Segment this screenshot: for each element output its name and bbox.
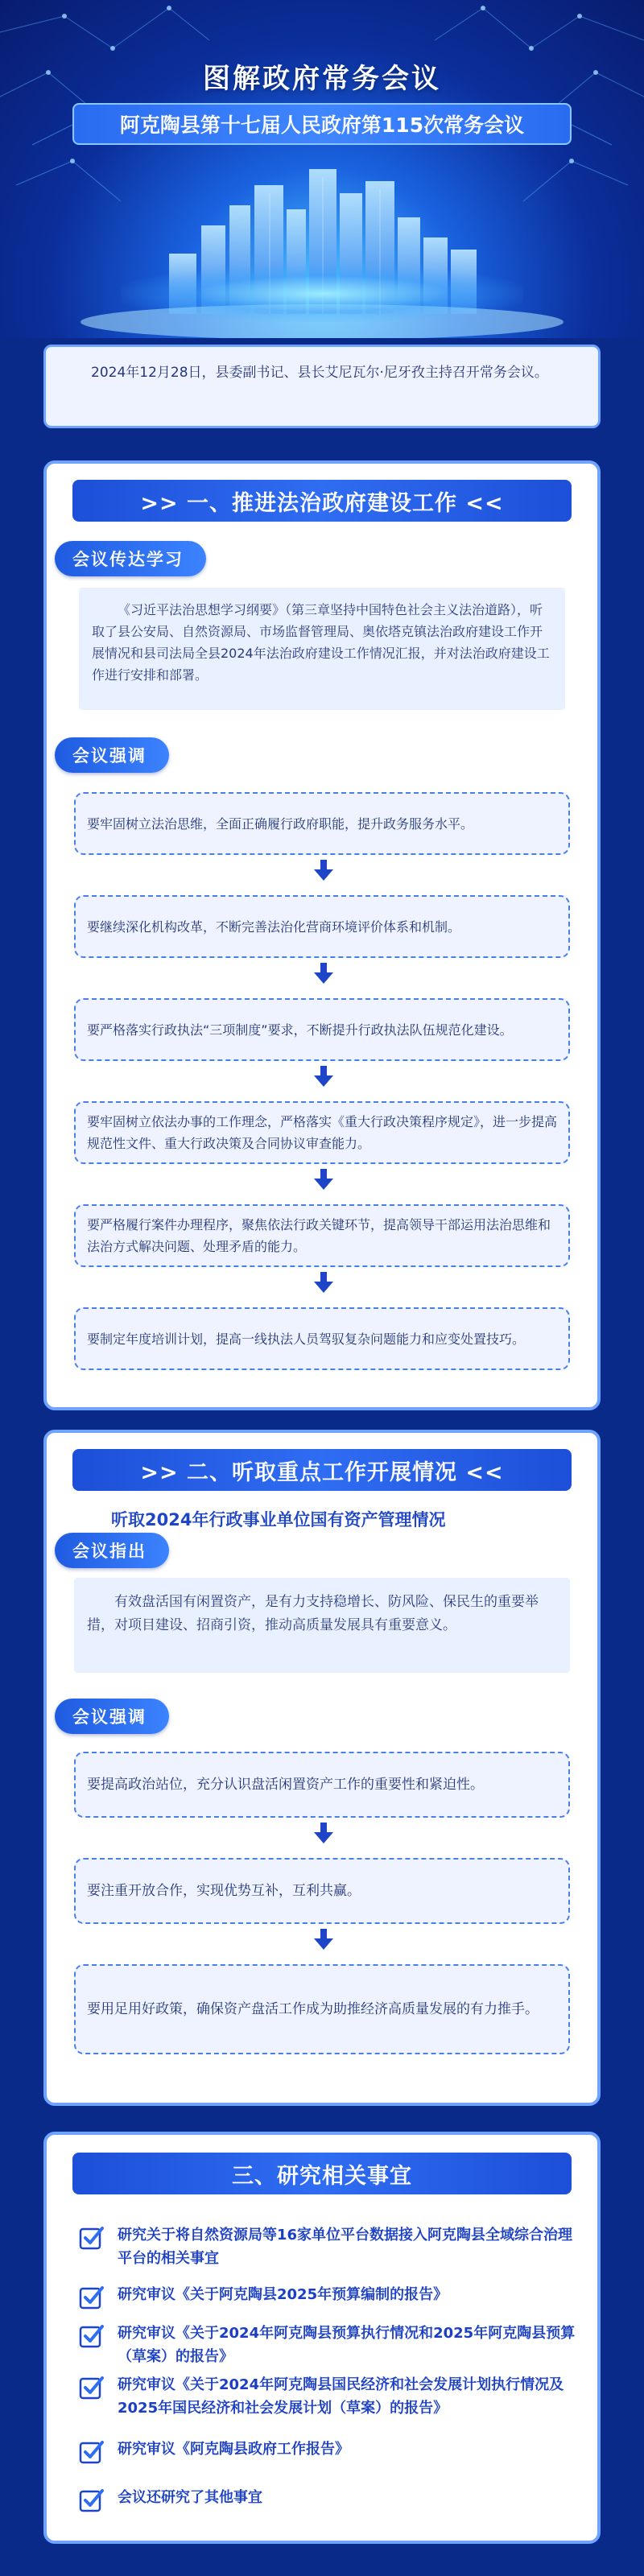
checkbox-icon: [79, 2487, 105, 2513]
list-item: 要用足用好政策，确保资产盘活工作成为助推经济高质量发展的有力推手。: [74, 1964, 570, 2054]
arrow-down-icon: [320, 1169, 327, 1179]
list-item: [79, 2223, 578, 2270]
section-3-panel: [43, 2132, 601, 2544]
list-item: 要继续深化机构改革，不断完善法治化营商环境评价体系和机制。: [74, 895, 570, 958]
arrow-down-icon: [320, 963, 327, 972]
list-item: [79, 2486, 578, 2513]
arrow-down-icon: [320, 860, 327, 869]
list-item: 要严格履行案件办理程序，聚焦依法行政关键环节，提高领导干部运用法治思维和法治方式解决问题、处理矛盾的能力。: [74, 1204, 570, 1267]
page-title: 图解政府常务会议: [203, 63, 441, 95]
list-item: [79, 2373, 578, 2420]
arrow-down-icon: [314, 1075, 333, 1087]
list-item: 要严格落实行政执法“三项制度”要求，不断提升行政执法队伍规范化建设。: [74, 998, 570, 1061]
list-item: [79, 2322, 578, 2368]
arrow-down-icon: [314, 869, 333, 881]
item-text: 研究审议《关于2024年阿克陶县国民经济和社会发展计划执行情况及2025年国民经济和社会发展计划（草案）的报告》: [118, 2376, 564, 2417]
item-text: 研究关于将自然资源局等16家单位平台数据接入阿克陶县全域综合治理平台的相关事宜: [118, 2227, 573, 2267]
point-text: 有效盘活国有闲置资产，是有力支持稳增长、防风险、保民生的重要举措，对项目建设、招商引资，推动高质量发展具有重要意义。: [74, 1578, 570, 1673]
item-text: 会议还研究了其他事宜: [118, 2489, 262, 2506]
checkbox-icon: [79, 2439, 105, 2465]
arrow-down-icon: [320, 1272, 327, 1282]
list-item: 要提高政治站位，充分认识盘活闲置资产工作的重要性和紧迫性。: [74, 1752, 570, 1818]
arrow-down-icon: [314, 1938, 333, 1950]
tag-study: 会议传达学习: [55, 541, 206, 576]
list-item: 要注重开放合作，实现优势互补，互利共赢。: [74, 1858, 570, 1924]
section-1-heading: >> 一、推进法治政府建设工作 <<: [72, 480, 572, 522]
arrow-down-icon: [320, 1066, 327, 1075]
light-glow: [121, 266, 523, 322]
item-text: 研究审议《关于2024年阿克陶县预算执行情况和2025年阿克陶县预算（草案）的报告》: [118, 2325, 576, 2365]
section-3-heading: 三、研究相关事宜: [72, 2153, 572, 2194]
checkbox-icon: [79, 2285, 105, 2310]
section-2-heading: >> 二、听取重点工作开展情况 <<: [72, 1449, 572, 1491]
item-text: 研究审议《关于阿克陶县2025年预算编制的报告》: [118, 2286, 448, 2303]
meeting-subtitle: 阿克陶县第十七届人民政府第115次常务会议: [72, 103, 572, 145]
arrow-down-icon: [320, 1823, 327, 1832]
list-item: 要制定年度培训计划，提高一线执法人员驾驭复杂问题能力和应变处置技巧。: [74, 1307, 570, 1370]
checkbox-icon: [79, 2225, 105, 2251]
intro-box: 2024年12月28日，县委副书记、县长艾尼瓦尔·尼牙孜主持召开常务会议。: [43, 345, 601, 428]
checkbox-icon: [79, 2323, 105, 2349]
checkbox-icon: [79, 2375, 105, 2401]
tag-emphasis-1: 会议强调: [55, 737, 169, 773]
arrow-down-icon: [314, 1179, 333, 1190]
item-text: 研究审议《阿克陶县政府工作报告》: [118, 2441, 349, 2458]
list-item: [79, 2438, 578, 2465]
hero-banner: [0, 0, 644, 338]
arrow-down-icon: [314, 1282, 333, 1293]
arrow-down-icon: [314, 1832, 333, 1843]
tag-emphasis-2: 会议强调: [55, 1699, 169, 1734]
list-item: 要牢固树立依法办事的工作理念，严格落实《重大行政决策程序规定》，进一步提高规范性文件、重大行政决策及合同协议审查能力。: [74, 1101, 570, 1164]
list-item: 要牢固树立法治思维，全面正确履行政府职能，提升政务服务水平。: [74, 792, 570, 855]
section-2-subheading: 听取2024年行政事业单位国有资产管理情况: [111, 1510, 446, 1530]
section-1-panel: [43, 460, 601, 1410]
study-text: 《习近平法治思想学习纲要》（第三章坚持中国特色社会主义法治道路），听取了县公安局、自然资源局、市场监督管理局、奥依塔克镇法治政府建设工作开展情况和县司法局全县2024年法治政府建设工作情况汇报，并对法治政府建设工作进行安排和部署。: [79, 588, 565, 710]
list-item: [79, 2283, 578, 2310]
section-2-panel: [43, 1430, 601, 2106]
tag-point: 会议指出: [55, 1533, 169, 1568]
arrow-down-icon: [320, 1929, 327, 1938]
arrow-down-icon: [314, 972, 333, 984]
